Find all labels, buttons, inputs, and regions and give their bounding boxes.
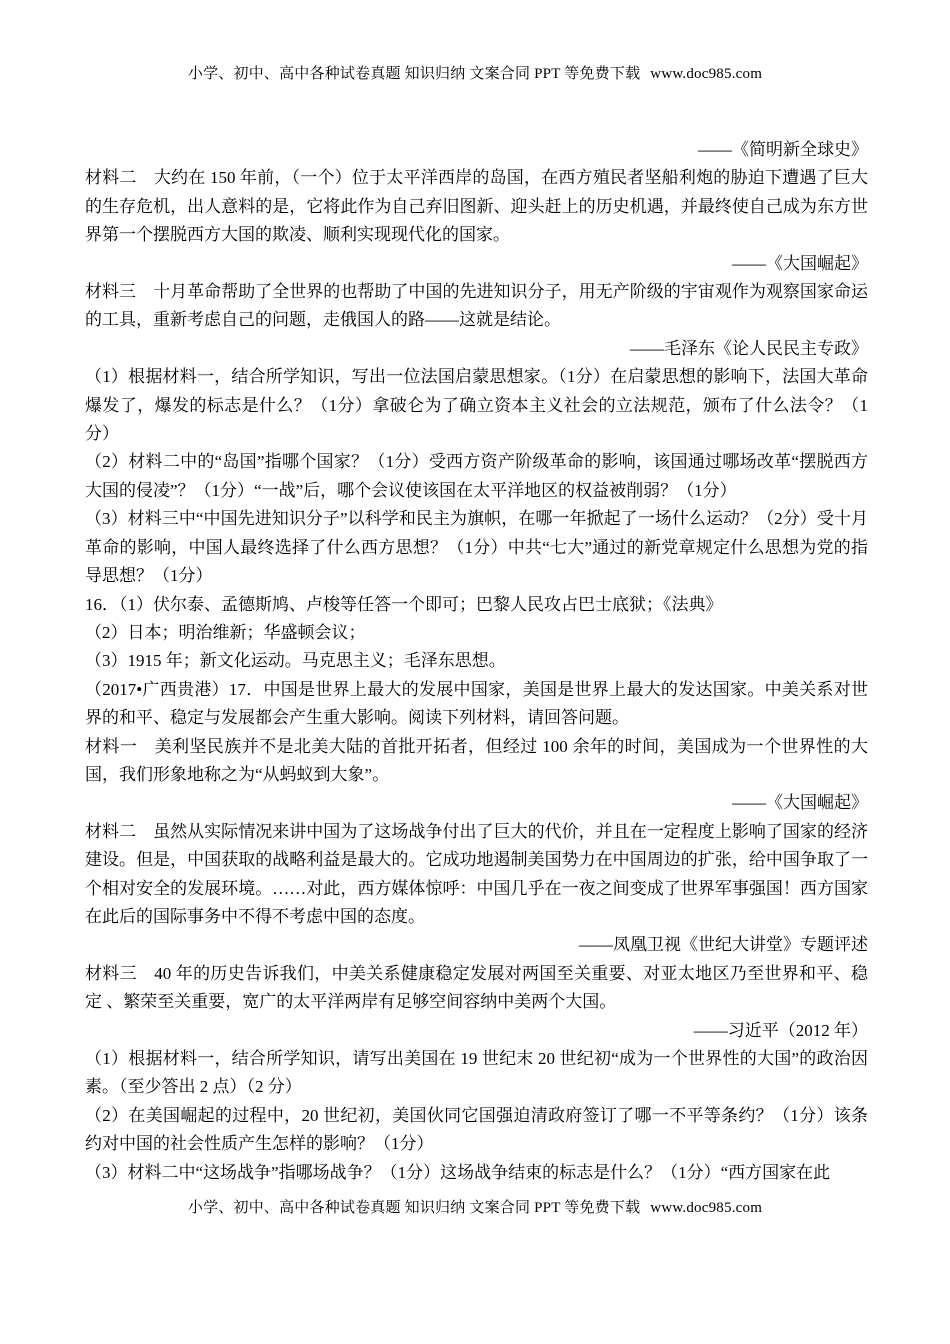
question-17-2: （2）在美国崛起的过程中，20 世纪初，美国伙同它国强迫清政府签订了哪一不平等条约？（1分）该条约对中国的社会性质产生怎样的影响？（1分） (85, 1105, 868, 1154)
attribution-rise-of-great-powers-2: ——《大国崛起》 (732, 793, 868, 813)
material-2-q16-paragraph: 材料二 大约在 150 年前，（一个）位于太平洋西岸的岛国，在西方殖民者坚船利炮的胁迫下遭遇了巨大的生存危机，出人意料的是，它将此作为自己弃旧图新、迎头赶上的历史机遇，并最终使自己成为东方世界第一个摆脱西方大国的欺凌、顺利实现现代化的国家。 (85, 168, 868, 245)
footer-watermark-text: 小学、初中、高中各种试卷真题 知识归纳 文案合同 PPT 等免费下载 (187, 1200, 641, 1216)
document-content (85, 136, 868, 1187)
question-16-1: （1）根据材料一，结合所学知识，写出一位法国启蒙思想家。（1分）在启蒙思想的影响下，法国大革命爆发了，爆发的标志是什么？（1分）拿破仑为了确立资本主义社会的立法规范，颁布了什么法令？（1分） (85, 367, 868, 444)
material-1-q17-paragraph: 材料一 美利坚民族并不是北美大陆的首批开拓者，但经过 100 余年的时间，美国成为一个世界性的大国，我们形象地称之为“从蚂蚁到大象”。 (85, 736, 868, 784)
header-watermark-url: www.doc985.com (650, 66, 763, 82)
attribution-phoenix-tv: ——凤凰卫视《世纪大讲堂》专题评述 (579, 935, 868, 955)
footer-watermark-url: www.doc985.com (650, 1200, 763, 1216)
answer-16-3: （3）1915 年；新文化运动。马克思主义；毛泽东思想。 (85, 651, 506, 671)
attribution-rise-of-great-powers-1: ——《大国崛起》 (732, 253, 868, 273)
question-17-1: （1）根据材料一，结合所学知识，请写出美国在 19 世纪末 20 世纪初“成为一个世界性的大国”的政治因素。（至少答出 2 点）（2 分） (85, 1049, 868, 1097)
attribution-xi-jinping: ——习近平（2012 年） (693, 1020, 868, 1040)
answer-16-2: （2）日本；明治维新；华盛顿会议； (85, 622, 366, 642)
material-3-q17-paragraph: 材料三 40 年的历史告诉我们，中美关系健康稳定发展对两国至关重要、对亚太地区乃至世界和平、稳定 、繁荣至关重要，宽广的太平洋两岸有足够空间容纳中美两个大国。 (85, 963, 868, 1012)
page-footer (0, 1196, 950, 1217)
question-16-2: （2）材料二中的“岛国”指哪个国家？（1分）受西方资产阶级革命的影响，该国通过哪场改革“摆脱西方大国的侵凌”？（1分）“一战”后，哪个会议使该国在太平洋地区的权益被削弱？（1分） (85, 452, 868, 500)
attribution-mao-zedong: ——毛泽东《论人民民主专政》 (630, 338, 868, 358)
page-header (0, 62, 950, 83)
header-watermark-text: 小学、初中、高中各种试卷真题 知识归纳 文案合同 PPT 等免费下载 (187, 66, 641, 82)
material-2-q17-paragraph: 材料二 虽然从实际情况来讲中国为了这场战争付出了巨大的代价，并且在一定程度上影响了国家的经济建设。但是，中国获取的战略利益是最大的。它成功地遏制美国势力在中国周边的扩张，给中国争取了一个相对安全的发展环境。……对此，西方媒体惊呼：中国几乎在一夜之间变成了世界军事强国！西方国家在此后的国际事务中不得不考虑中国的态度。 (85, 821, 868, 926)
attribution-concise-new-global-history: ——《简明新全球史》 (698, 140, 868, 159)
material-3-q16-paragraph: 材料三 十月革命帮助了全世界的也帮助了中国的先进知识分子，用无产阶级的宇宙观作为观察国家命运的工具，重新考虑自己的问题，走俄国人的路——这就是结论。 (85, 282, 868, 330)
question-17-3: （3）材料二中“这场战争”指哪场战争？（1分）这场战争结束的标志是什么？（1分）“西方国家在此 (85, 1162, 831, 1182)
answer-16-1: 16．（1）伏尔泰、孟德斯鸠、卢梭等任答一个即可；巴黎人民攻占巴士底狱；《法典》 (85, 594, 723, 614)
question-16-3: （3）材料三中“中国先进知识分子”以科学和民主为旗帜，在哪一年掀起了一场什么运动？（2分）受十月革命的影响，中国人最终选择了什么西方思想？（1分）中共“七大”通过的新党章规定什么思想为党的指导思想？（1分） (85, 509, 868, 586)
question-17-intro: （2017•广西贵港）17．中国是世界上最大的发展中国家，美国是世界上最大的发达国家。中美关系对世界的和平、稳定与发展都会产生重大影响。阅读下列材料，请回答问题。 (85, 679, 868, 728)
